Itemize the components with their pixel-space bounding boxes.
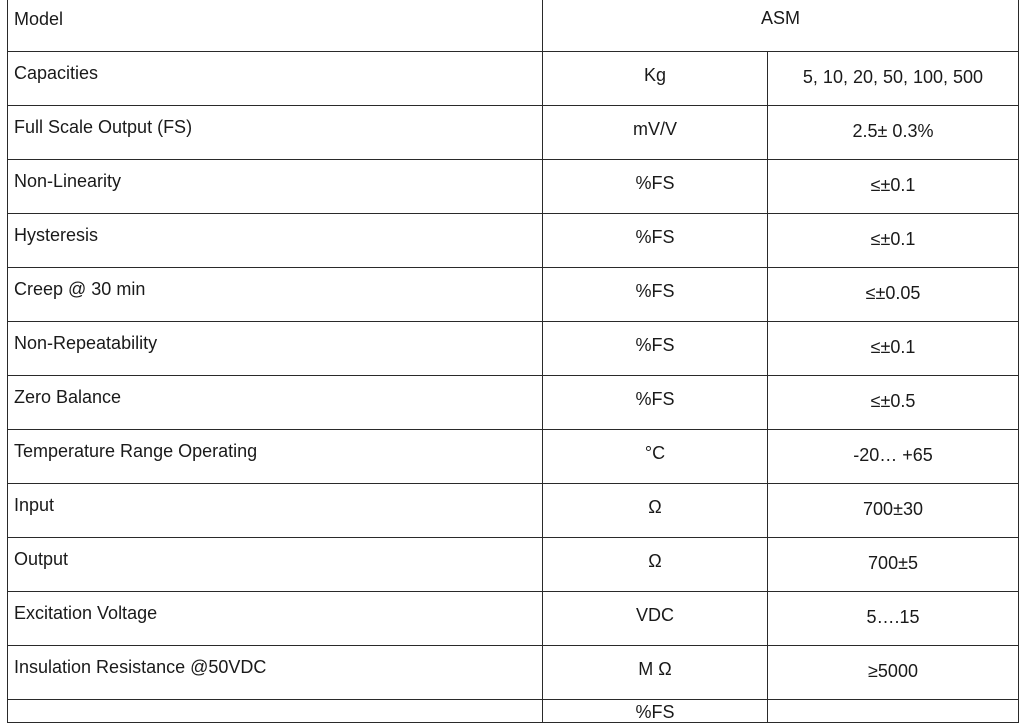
spec-value: 700±30: [863, 499, 923, 519]
spec-value: 700±5: [868, 553, 918, 573]
unit-value: %FS: [635, 389, 675, 409]
parameter-cell: [8, 430, 543, 484]
unit-cell: [543, 106, 768, 160]
parameter-cell: [8, 52, 543, 106]
spec-value: 2.5± 0.3%: [852, 121, 934, 141]
spec-value: ≤±0.1: [870, 175, 916, 195]
spec-value: ≤±0.1: [870, 229, 916, 249]
table-row: [8, 214, 1019, 268]
unit-value: VDC: [635, 605, 674, 625]
parameter-cell: [8, 592, 543, 646]
value-cell: [768, 214, 1019, 268]
unit-value: M Ω: [638, 659, 672, 679]
value-cell: [768, 592, 1019, 646]
parameter-cell: [8, 646, 543, 700]
spec-value: 5, 10, 20, 50, 100, 500: [802, 67, 984, 87]
unit-cell: [543, 322, 768, 376]
model-label-cell: [8, 0, 543, 52]
model-value-cell: [543, 0, 1019, 52]
table-row: [8, 268, 1019, 322]
unit-cell: [543, 538, 768, 592]
unit-value: °C: [644, 443, 666, 463]
parameter-cell: [8, 214, 543, 268]
value-cell: [768, 646, 1019, 700]
unit-cell: [543, 268, 768, 322]
table-row: [8, 538, 1019, 592]
unit-cell: [543, 160, 768, 214]
parameter-name: Input: [14, 495, 55, 515]
spec-value: ≤±0.1: [870, 337, 916, 357]
unit-value: Ω: [648, 497, 662, 517]
parameter-cell: [8, 268, 543, 322]
unit-value: mV/V: [632, 119, 677, 139]
parameter-name: Creep @ 30 min: [14, 279, 146, 299]
unit-value: %FS: [635, 335, 675, 355]
unit-cell: [543, 430, 768, 484]
spec-value: ≥5000: [868, 661, 918, 681]
parameter-name: Temperature Range Operating: [14, 441, 258, 461]
value-cell: [768, 538, 1019, 592]
unit-value: %FS: [635, 227, 675, 247]
spec-value: ≤±0.5: [870, 391, 916, 411]
header-row: [8, 0, 1019, 52]
parameter-cell: [8, 376, 543, 430]
spec-value: 5….15: [866, 607, 920, 627]
unit-value: %FS: [635, 702, 675, 722]
spec-value: [768, 700, 1018, 702]
parameter-name: Output: [14, 549, 69, 569]
table-row: [8, 646, 1019, 700]
spec-value: ≤±0.05: [865, 283, 921, 303]
table-row: [8, 52, 1019, 106]
parameter-cell: [8, 484, 543, 538]
unit-cell: [543, 484, 768, 538]
parameter-name: Capacities: [14, 63, 99, 83]
value-cell: [768, 430, 1019, 484]
table-row: [8, 484, 1019, 538]
parameter-name: [8, 700, 542, 702]
parameter-cell: [8, 106, 543, 160]
value-cell: [768, 160, 1019, 214]
value-cell: [768, 268, 1019, 322]
unit-cell: [543, 592, 768, 646]
table-row: [8, 430, 1019, 484]
parameter-name: Excitation Voltage: [14, 603, 158, 623]
model-value: ASM: [761, 8, 801, 28]
table-row: [8, 160, 1019, 214]
model-label: Model: [14, 9, 64, 29]
table-row: [8, 592, 1019, 646]
unit-value: Kg: [643, 65, 667, 85]
unit-cell: [543, 646, 768, 700]
unit-cell: [543, 700, 768, 723]
unit-cell: [543, 376, 768, 430]
value-cell: [768, 484, 1019, 538]
value-cell: [768, 700, 1019, 723]
parameter-cell: [8, 700, 543, 723]
unit-cell: [543, 214, 768, 268]
value-cell: [768, 52, 1019, 106]
unit-cell: [543, 52, 768, 106]
parameter-name: Full Scale Output (FS): [14, 117, 193, 137]
parameter-name: Non-Linearity: [14, 171, 122, 191]
table-row: [8, 322, 1019, 376]
table-row: [8, 376, 1019, 430]
spec-value: -20… +65: [853, 445, 933, 465]
specification-table: [7, 0, 1019, 723]
value-cell: [768, 106, 1019, 160]
unit-value: %FS: [635, 281, 675, 301]
table-row-partial: [8, 700, 1019, 723]
parameter-cell: [8, 538, 543, 592]
unit-value: Ω: [648, 551, 662, 571]
table-row: [8, 106, 1019, 160]
parameter-name: Insulation Resistance @50VDC: [14, 657, 267, 677]
unit-value: %FS: [635, 173, 675, 193]
parameter-name: Zero Balance: [14, 387, 122, 407]
parameter-name: Hysteresis: [14, 225, 99, 245]
value-cell: [768, 376, 1019, 430]
value-cell: [768, 322, 1019, 376]
parameter-name: Non-Repeatability: [14, 333, 158, 353]
parameter-cell: [8, 160, 543, 214]
parameter-cell: [8, 322, 543, 376]
